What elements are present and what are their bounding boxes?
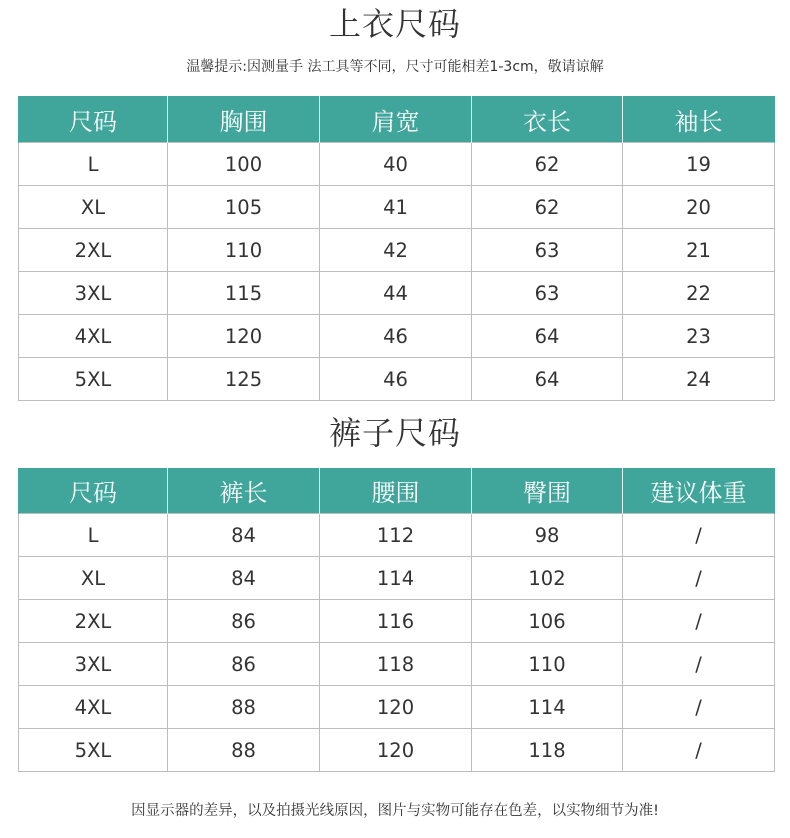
table-cell: 22 (623, 272, 775, 315)
table-row (19, 643, 775, 686)
table-row (19, 514, 775, 557)
header-suggested-weight: 建议体重 (623, 468, 775, 514)
table-cell: 42 (320, 229, 472, 272)
table-cell: 40 (320, 143, 472, 186)
table-cell: 19 (623, 143, 775, 186)
table-cell: 88 (168, 686, 320, 729)
table-cell: / (623, 514, 775, 557)
table-cell: 3XL (19, 643, 168, 686)
table-row (19, 600, 775, 643)
table-cell: 2XL (19, 229, 168, 272)
table-row (19, 729, 775, 772)
table-cell: / (623, 557, 775, 600)
table-cell: 84 (168, 557, 320, 600)
table-cell: 114 (472, 686, 623, 729)
table-cell: 112 (320, 514, 472, 557)
table-cell: 110 (472, 643, 623, 686)
table-cell: 100 (168, 143, 320, 186)
table-cell: 2XL (19, 600, 168, 643)
table-cell: 41 (320, 186, 472, 229)
table-cell: 4XL (19, 686, 168, 729)
top-size-table (18, 96, 775, 401)
table-cell: 21 (623, 229, 775, 272)
table-cell: / (623, 643, 775, 686)
measurement-tip: 温馨提示:因测量手 法工具等不同，尺寸可能相差1-3cm，敬请谅解 (186, 59, 604, 75)
header-sleeve: 袖长 (623, 96, 775, 143)
table-cell: 5XL (19, 729, 168, 772)
table-cell: 46 (320, 315, 472, 358)
table-cell: XL (19, 186, 168, 229)
table-cell: 110 (168, 229, 320, 272)
table-cell: 62 (472, 186, 623, 229)
table-row (19, 557, 775, 600)
table-cell: L (19, 514, 168, 557)
header-length: 衣长 (472, 96, 623, 143)
header-chest: 胸围 (168, 96, 320, 143)
table-cell: 4XL (19, 315, 168, 358)
table-cell: 86 (168, 643, 320, 686)
table-cell: 64 (472, 358, 623, 401)
table-cell: 120 (320, 729, 472, 772)
table-cell: 106 (472, 600, 623, 643)
table-cell: 118 (472, 729, 623, 772)
table-cell: 63 (472, 272, 623, 315)
table-row (19, 686, 775, 729)
table-cell: 118 (320, 643, 472, 686)
color-difference-note: 因显示器的差异，以及拍摄光线原因，图片与实物可能存在色差，以实物细节为准! (131, 803, 659, 819)
table-row (19, 186, 775, 229)
table-row (19, 272, 775, 315)
table-cell: 5XL (19, 358, 168, 401)
table-cell: 64 (472, 315, 623, 358)
table-cell: / (623, 729, 775, 772)
top-size-title: 上衣尺码 (328, 5, 461, 43)
pants-size-table (18, 468, 775, 772)
table-cell: 24 (623, 358, 775, 401)
table-cell: 23 (623, 315, 775, 358)
header-hip: 臀围 (472, 468, 623, 514)
table-cell: 88 (168, 729, 320, 772)
table-cell: 125 (168, 358, 320, 401)
table-cell: XL (19, 557, 168, 600)
table-cell: 46 (320, 358, 472, 401)
header-pants-length: 裤长 (168, 468, 320, 514)
table-cell: / (623, 600, 775, 643)
table-cell: 20 (623, 186, 775, 229)
table-cell: 116 (320, 600, 472, 643)
table-cell: 98 (472, 514, 623, 557)
table-cell: / (623, 686, 775, 729)
table-row (19, 358, 775, 401)
header-size: 尺码 (19, 96, 168, 143)
table-header-row (19, 468, 775, 514)
table-row (19, 143, 775, 186)
header-size: 尺码 (19, 468, 168, 514)
table-cell: 3XL (19, 272, 168, 315)
table-cell: 84 (168, 514, 320, 557)
table-cell: 102 (472, 557, 623, 600)
table-cell: 86 (168, 600, 320, 643)
table-cell: 105 (168, 186, 320, 229)
table-cell: L (19, 143, 168, 186)
table-cell: 62 (472, 143, 623, 186)
table-row (19, 315, 775, 358)
header-shoulder: 肩宽 (320, 96, 472, 143)
pants-size-title: 裤子尺码 (328, 414, 461, 452)
table-cell: 120 (320, 686, 472, 729)
table-cell: 63 (472, 229, 623, 272)
table-cell: 115 (168, 272, 320, 315)
table-cell: 120 (168, 315, 320, 358)
table-cell: 44 (320, 272, 472, 315)
header-waist: 腰围 (320, 468, 472, 514)
table-header-row (19, 96, 775, 143)
table-row (19, 229, 775, 272)
table-cell: 114 (320, 557, 472, 600)
